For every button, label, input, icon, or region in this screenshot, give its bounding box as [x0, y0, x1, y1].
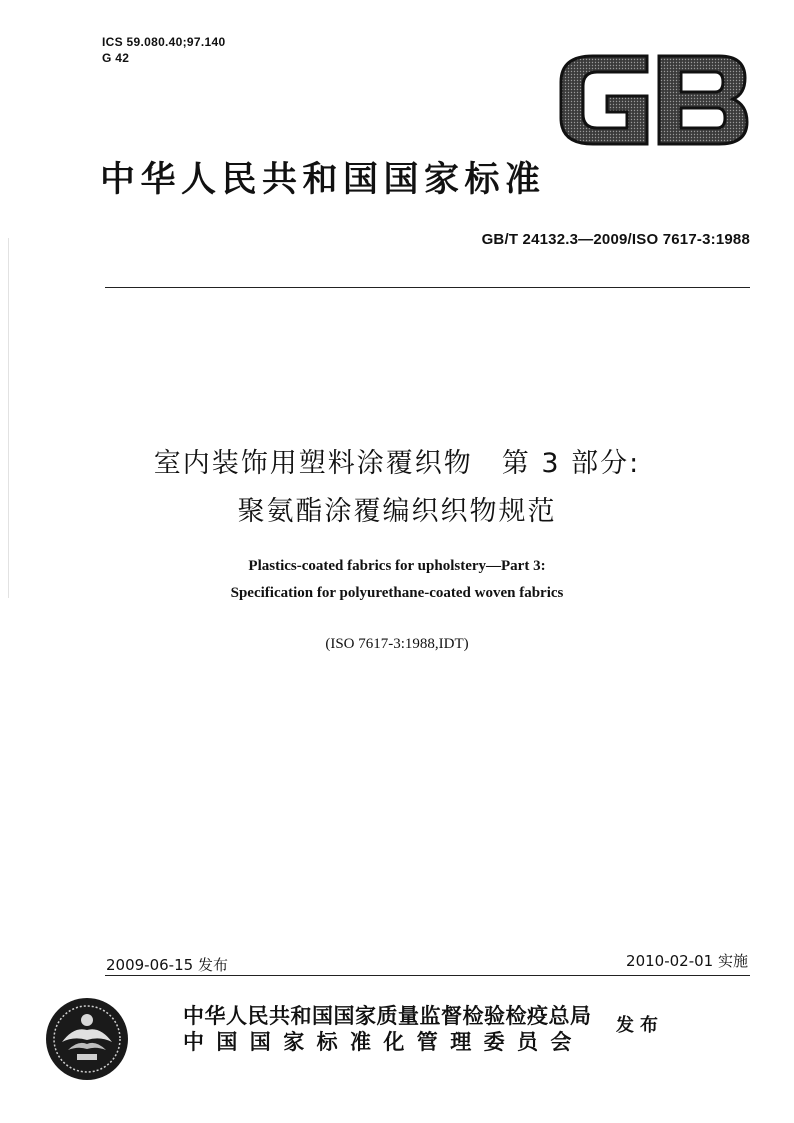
national-standard-title: 中华人民共和国国家标准 — [100, 160, 546, 200]
issuing-authority-seal-icon — [44, 996, 130, 1082]
chinese-title-line-1: 室内装饰用塑料涂覆织物 第 3 部分: — [153, 448, 641, 479]
issuer-aqsiq: 中华人民共和国国家质量监督检验检疫总局 — [183, 1004, 592, 1028]
ics-code: ICS 59.080.40;97.140 — [102, 35, 226, 49]
standard-number: GB/T 24132.3—2009/ISO 7617-3:1988 — [481, 231, 750, 248]
chinese-title-line-2: 聚氨酯涂覆编织织物规范 — [237, 496, 557, 527]
issuer-sac: 中国国家标准化管理委员会 — [183, 1030, 584, 1054]
publish-label: 发布 — [616, 1015, 664, 1036]
iso-equivalence: (ISO 7617-3:1988,IDT) — [325, 636, 469, 652]
english-title-line-1: Plastics-coated fabrics for upholstery—Part 3: — [248, 558, 546, 574]
classification-codes — [102, 34, 225, 66]
english-title-line-2: Specification for polyurethane-coated woven fabrics — [230, 585, 564, 601]
issue-date: 2009-06-15 发布 — [106, 956, 228, 974]
implementation-date: 2010-02-01 实施 — [626, 952, 748, 970]
bottom-divider — [105, 975, 750, 976]
gb-logo-g-letter — [561, 56, 647, 144]
gb-logo-b-letter — [659, 56, 747, 144]
binding-edge-line — [8, 238, 9, 598]
top-divider — [105, 287, 750, 288]
ccs-code: G 42 — [102, 51, 130, 65]
gb-standard-logo — [555, 52, 753, 148]
